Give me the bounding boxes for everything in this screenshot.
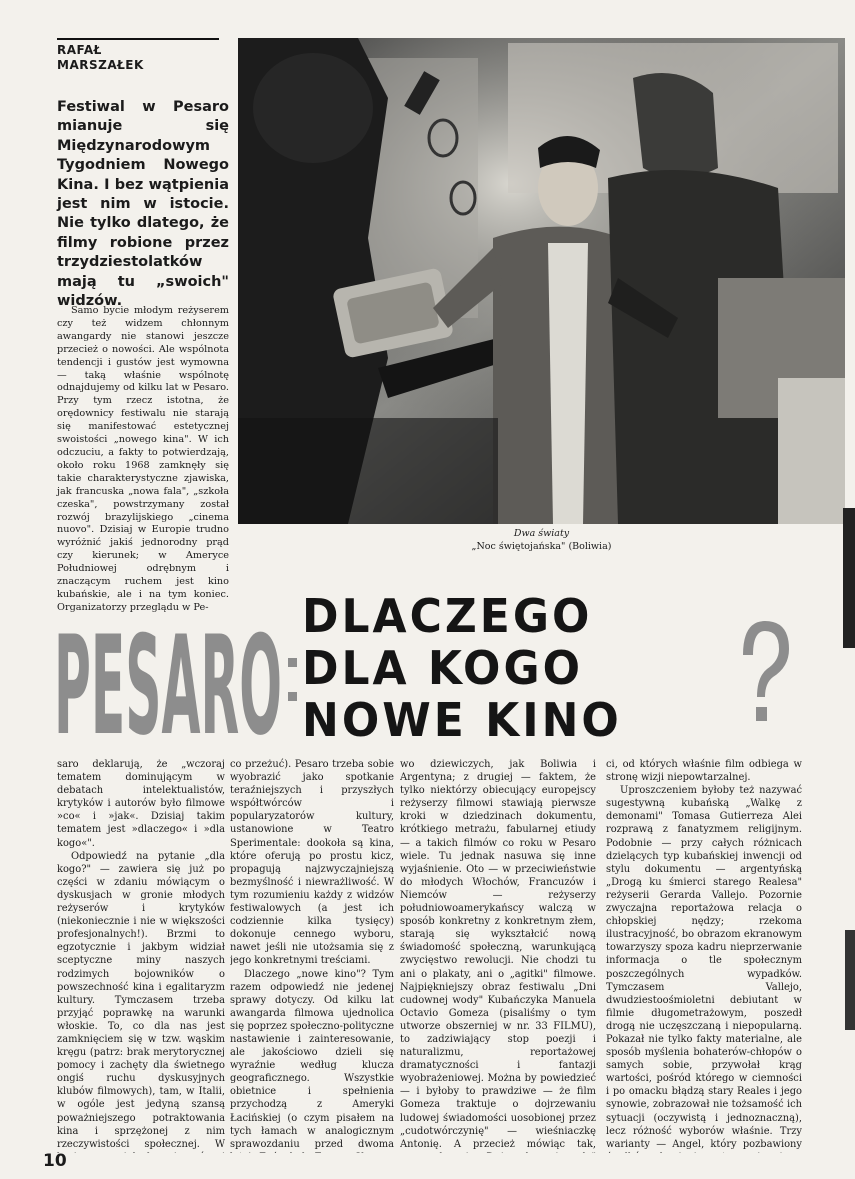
intro-paragraph: Samo bycie młodym reżyserem czy też widzem chłonnym awangardy nie stanowi jeszcze przecież o nowości. Ale wspólnota tendencji i gustów jest wymowna — taką właśnie wspólnotę odnajdujemy od kilku lat w Pesaro. Przy tym rzecz istotna, że orędownicy festiwalu nie starają się manifestować estetycznej swoistości „nowego kina". W ich odczuciu, a fakty to potwierdzają, około roku 1968 zamknęły się takie charakterystyczne zjawiska, jak francuska „nowa fala", „szkoła czeska", powstrzymany został rozwój brazylijskiego „cinema nuovo". Dzisiaj w Europie trudno wyróżnić jakiś jednorodny prąd czy kierunek; w Ameryce Południowej odrębnym i znaczącym ruchem jest kino kubańskie, ale i na tym koniec. Organizatorzy przeglądu w Pe- [57, 305, 229, 613]
byline [57, 38, 219, 73]
body-paragraph: co przeżuć). Pesaro trzeba sobie wyobrazić jako spotkanie teraźniejszych i przyszłych współtwórców i popularyzatorów kultury, ustanowione w Teatro Sperimentale: dookoła są kina, które oferują po prostu kicz, propagują najzwyczajniejszą bezmyślność i niewrażliwość. W tym rozumieniu każdy z widzów festiwalowych (a jest ich codziennie kilka tysięcy) dokonuje cennego wyboru, nawet jeśli nie utożsamia się z jego konkretnymi treściami. [230, 759, 394, 967]
film-still-photo [238, 38, 845, 524]
intro-column [57, 305, 229, 615]
headline-colon [286, 650, 300, 710]
film-still-image [238, 38, 845, 524]
page-number: 10 [43, 1151, 67, 1171]
body-paragraph: Odpowiedź na pytanie „dla kogo?" — zawiera się już po części w zdaniu mówiącym o dyskusjach w gronie młodych reżyserów i krytyków (niekoniecznie i nie w większości profesjonalnych!). Brzmi to egzotycznie i jakbym widział sceptyczne miny naszych rodzimych bojowników o powszechność kina i egalitaryzm kultury. Tymczasem trzeba przyjąć poprawkę na warunki włoskie. To, co dla nas jest zamknięciem się w tzw. wąskim kręgu (patrz: brak merytorycznej pomocy i zachęty dla świetnego ongiś ruchu dyskusyjnych klubów filmowych), tam, w Italii, w ogóle jest jedyną szansą poważniejszego potraktowania kina i sprzężonej z nim rzeczywistości społecznej. W [57, 850, 225, 1150]
body-paragraph: wo dziewiczych, jak Boliwia i Argentyna; z drugiej — faktem, że tylko niektórzy obiecujący europejscy reżyserzy filmowi stawiają pierwsze kroki w dziedzinach dokumentu, krótkiego metrażu, fabularnej etiudy — a takich filmów co roku w Pesaro wiele. Tu jednak nasuwa się inne wyjaśnienie. Oto — w przeciwieństwie do młodych Włochów, Francuzów i Niemców — reżyserzy południowoamerykańscy walczą w sposób konkretny z konkretnym złem, starają się wykształcić nową świadomość społeczną, warunkującą zwycięstwo rewolucji. Nie chodzi tu ani o plakaty, ani o „agitki" filmowe. Najpiękniejszy obraz festiwalu „Dni cudownej wody" Kubańczyka Manuela Octavio Gomeza (pisaliśmy o tym utworze obszerniej w nr. 33 FILMU), to zadziwiający stop poezji i naturalizmu, reportażowej dramatyczności i fantazji wyobrażeniowej. Można by powiedzieć — i byłoby to prawdziwe — że film Gomeza traktuje o dojrzewaniu ludowej świadomości uosobionej przez „cudotwórczynię" — wieśniaczkę Antonię. A przecież mówiąc tak, [400, 759, 596, 1150]
photo-caption [238, 527, 845, 553]
body-column-1 [57, 758, 225, 1153]
body-paragraph: Dlaczego „nowe kino"? Tym razem odpowiedź nie jedenej sprawy dotyczy. Od kilku lat awangarda filmowa ujednolica się poprzez społeczno-polityczne nastawienie i zainteresowanie, ale jakościowo dzieli się wyraźnie według klucza geograficznego. Wszystkie obietnice i spełnienia przychodzą z Ameryki Łacińskiej (o czym pisałem na tych łamach w analogicznym sprawozdaniu przed dwoma [230, 968, 394, 1150]
caption-subtitle: „Noc świętojańska" (Boliwia) [471, 541, 612, 552]
headline-pesaro [52, 593, 284, 738]
headline-line-3: NOWE KINO [302, 694, 622, 748]
body-paragraph: saro deklarują, że „wczoraj tematem dominującym w debatach intelektualistów, krytyków i autorów było filmowe »co« i »jak«. Dzisiaj takim tematem jest »dlaczego« i »dla kogo«". [57, 759, 225, 849]
author-last-name: MARSZAŁEK [57, 58, 144, 72]
body-paragraph: Uproszczeniem byłoby też nazywać sugestywną kubańską „Walkę z demonami" Tomasa Gutierreza Alei rozprawą z fanatyzmem religijnym. Podobnie — przy całych różnicach dzielących typ kubańskiej inwencji od stylu dokumentu — argentyńską „Drogą ku śmierci starego Realesa" reżyserii Gerarda Vallejo. Pozornie zwyczajna reportażowa relacja o chłopskiej nędzy; rzekoma ilustracyjność, bo obrazom ekranowym towarzyszy spoza kadru nieprzerwanie informacja o tle społecznym poszczególnych wypadków. Tymczasem Vallejo, dwudziestoośmioletni debiutant w filmie długometrażowym, poszedł drogą nie uczęszczaną i niepopularną. Pokazał nie tylko fakty materialne, ale sposób myślenia bohaterów-chłopów o samych sobie, przywołał krąg wartości, pośród którego w ciemności i po omacku błądzą stary Reales i jego synowie, zobrazował nie tożsamość ich sytuacji (oczywistą i jednoznaczną), lecz różność wyborów właśnie. Trzy warianty — Angel, który pozbawiony [606, 785, 802, 1150]
page-edge-mark-lower [845, 930, 855, 1030]
headline-pesaro-text: PESARO [53, 607, 282, 738]
body-paragraph: ci, od których właśnie film odbiega w stronę wizji niepowtarzalnej. [606, 759, 802, 784]
body-column-4 [606, 758, 802, 1153]
author-first-name: RAFAŁ [57, 43, 102, 57]
headline-line-2: DLA KOGO [302, 642, 583, 696]
headline-questions [302, 590, 732, 746]
headline-line-1: DLACZEGO [302, 590, 593, 644]
question-mark-icon [735, 615, 795, 735]
body-column-3 [400, 758, 596, 1153]
caption-title: Dwa światy [513, 528, 570, 539]
page-edge-mark [843, 508, 855, 648]
body-column-2 [230, 758, 394, 1153]
lead-paragraph: Festiwal w Pesaro mianuje się Międzynarodowym Tygodniem Nowego Kina. I bez wątpienia jest nim w istocie. Nie tylko dlatego, że filmy robione przez trzydziestolatków mają tu „swoich" widzów. [57, 99, 229, 310]
